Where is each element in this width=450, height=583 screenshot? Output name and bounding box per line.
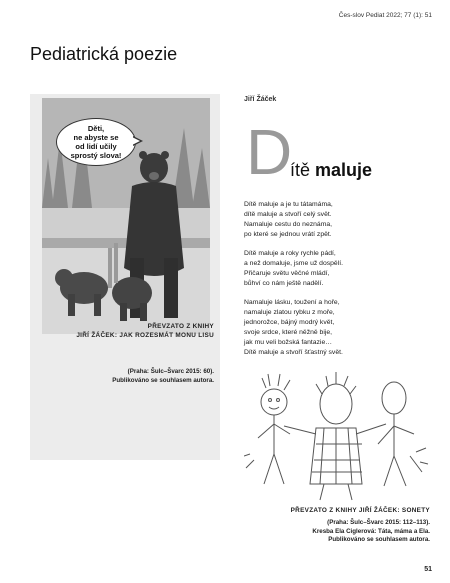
journal-header: Čes-slov Pediat 2022; 77 (1): 51 (338, 12, 432, 19)
caption-line: Publikováno se souhlasem autora. (328, 536, 430, 543)
speech-bubble (56, 118, 136, 166)
poem-title (290, 160, 372, 181)
stanza (244, 298, 343, 358)
poem-line: Namaluje lásku, toužení a hoře, (244, 299, 340, 306)
caption-line: (Praha: Šulc–Švarc 2015: 112–113). (327, 519, 430, 526)
bubble-line: ne abyste se (73, 133, 119, 142)
poem-line: jak mu veli božská fantazie… (244, 339, 333, 346)
poem-line: Dítě maluje a je tu tátamáma, (244, 201, 333, 208)
page-number: 51 (424, 566, 432, 573)
bubble-line: od lidí učily (75, 142, 117, 151)
poem-line: Dítě maluje a stvoří šťastný svět. (244, 349, 343, 356)
poem-line: po které se jednou vrátí zpět. (244, 231, 332, 238)
drop-cap: D (246, 116, 293, 188)
bubble-tail-inner (132, 137, 140, 145)
poem-title-part: maluje (310, 160, 373, 180)
poem-author: Jiří Žáček (244, 96, 277, 103)
poem-line: svoje srdce, které něžně bije, (244, 329, 333, 336)
poem-line: jednorožce, bájný modrý květ, (244, 319, 335, 326)
poem-line: dítě maluje a stvoří celý svět. (244, 211, 332, 218)
caption-line: JIŘÍ ŽÁČEK: JAK ROZESMÁT MONU LISU (76, 332, 214, 339)
poem-body (244, 200, 343, 367)
caption-line: PŘEVZATO Z KNIHY (147, 323, 214, 330)
right-page (238, 94, 432, 543)
caption-line: Kresba Ela Ciglerová: Táta, máma a Ela. (312, 527, 430, 535)
right-caption-title: PŘEVZATO Z KNIHY JIŘÍ ŽÁČEK: SONETY (290, 507, 430, 514)
poem-line: a než domaluje, jsme už dospělí. (244, 260, 343, 267)
poem-line: Přičaruje světu věčné mládí, (244, 270, 330, 277)
poem-title-part: ítě (290, 160, 311, 180)
right-caption-source (244, 519, 430, 545)
page-title: Pediatrická poezie (30, 44, 178, 64)
caption-line: Publikováno se souhlasem autora. (112, 376, 214, 384)
left-caption-source (44, 368, 214, 385)
stanza (244, 200, 343, 240)
caption-line: (Praha: Šulc–Švarc 2015: 60). (127, 368, 214, 375)
poem-line: namaluje zlatou rybku z moře, (244, 309, 335, 316)
poem-line: Dítě maluje a roky rychle pádí, (244, 250, 336, 257)
child-drawing (244, 364, 430, 504)
bubble-line: sprostý slova! (70, 151, 122, 160)
left-caption-title (44, 322, 214, 340)
bubble-line: Děti, (87, 124, 105, 133)
poem-line: bůhví co nám ještě nadělí. (244, 280, 324, 287)
left-page (30, 94, 220, 460)
stanza (244, 249, 343, 289)
poem-line: Namaluje cestu do neznáma, (244, 221, 333, 228)
